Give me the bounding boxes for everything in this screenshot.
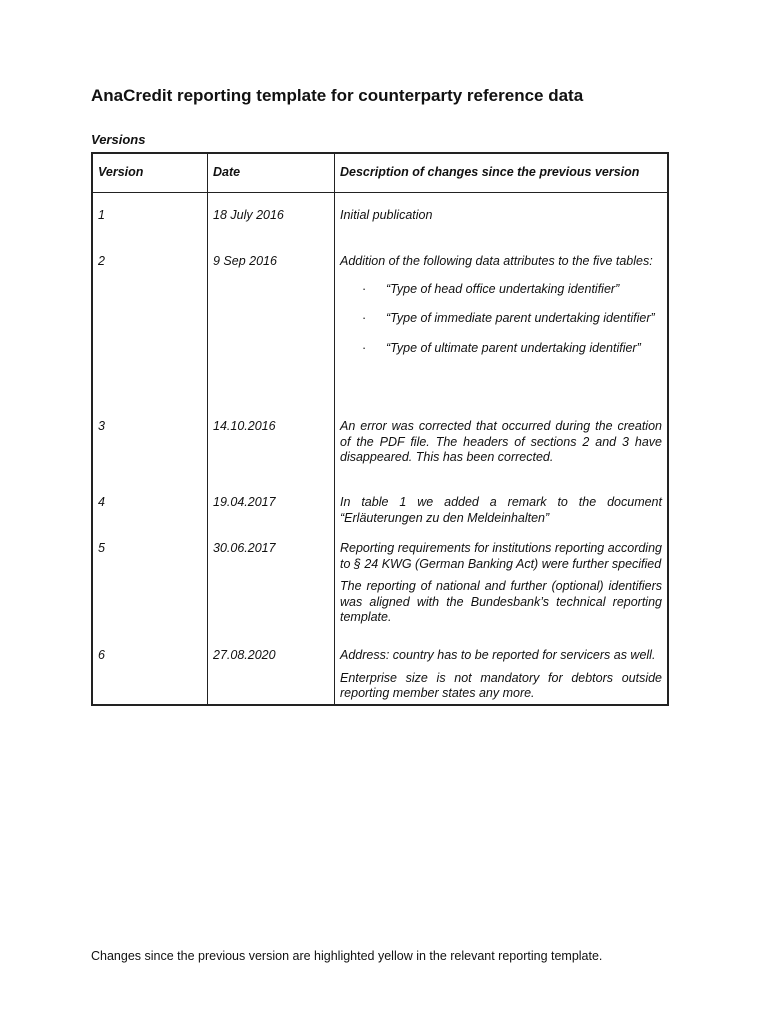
description-cell (335, 239, 669, 404)
attribute-list (340, 282, 662, 357)
table-header-row (92, 153, 668, 193)
description-cell (335, 633, 669, 705)
footer-note: Changes since the previous version are highlighted yellow in the relevant reporting template. (91, 949, 603, 963)
date-cell: 18 July 2016 (208, 193, 335, 240)
version-cell: 5 (92, 526, 208, 633)
versions-heading: Versions (91, 132, 146, 147)
version-cell: 1 (92, 193, 208, 240)
page-title: AnaCredit reporting template for counterparty reference data (91, 86, 584, 105)
versions-table (91, 152, 669, 706)
table-row (92, 480, 668, 526)
date-cell: 14.10.2016 (208, 404, 335, 480)
version-cell: 4 (92, 480, 208, 526)
description-text: Enterprise size is not mandatory for debtors outside reporting member states any more. (340, 670, 662, 700)
date-cell: 19.04.2017 (208, 480, 335, 526)
list-item (340, 341, 662, 357)
list-item (340, 282, 662, 298)
header-description: Description of changes since the previous version (335, 153, 669, 193)
description-text: Addition of the following data attributes to the five tables: (340, 254, 653, 268)
description-text: Initial publication (340, 208, 433, 222)
date-cell: 9 Sep 2016 (208, 239, 335, 404)
description-cell (335, 404, 669, 480)
table-row (92, 193, 668, 240)
description-text: Reporting requirements for institutions reporting according to § 24 KWG (German Banking Act) were further specified (340, 541, 662, 571)
table-row (92, 404, 668, 480)
description-cell (335, 480, 669, 526)
date-cell: 30.06.2017 (208, 526, 335, 633)
description-cell (335, 526, 669, 633)
table-row (92, 526, 668, 633)
list-item-text: “Type of ultimate parent undertaking identifier” (386, 340, 641, 355)
list-item-text: “Type of immediate parent undertaking identifier” (386, 311, 655, 325)
bullet-marker: · (362, 311, 367, 325)
table-row (92, 633, 668, 705)
list-item (340, 311, 662, 327)
version-cell: 6 (92, 633, 208, 705)
description-text: The reporting of national and further (optional) identifiers was aligned with the Bundesbank’s technical reporting template. (340, 579, 662, 624)
header-date: Date (208, 153, 335, 193)
header-version: Version (92, 153, 208, 193)
bullet-marker: · (362, 340, 367, 355)
bullet-marker: · (362, 281, 367, 296)
description-text: In table 1 we added a remark to the document “Erläuterungen zu den Meldeinhalten” (340, 495, 662, 525)
table-row (92, 239, 668, 404)
description-text: An error was corrected that occurred during the creation of the PDF file. The headers of sections 2 and 3 have disappeared. This has been corrected. (340, 419, 662, 464)
list-item-text: “Type of head office undertaking identifier” (386, 281, 620, 296)
description-cell (335, 193, 669, 240)
version-cell: 2 (92, 239, 208, 404)
date-cell: 27.08.2020 (208, 633, 335, 705)
description-text: Address: country has to be reported for servicers as well. (340, 648, 656, 662)
version-cell: 3 (92, 404, 208, 480)
